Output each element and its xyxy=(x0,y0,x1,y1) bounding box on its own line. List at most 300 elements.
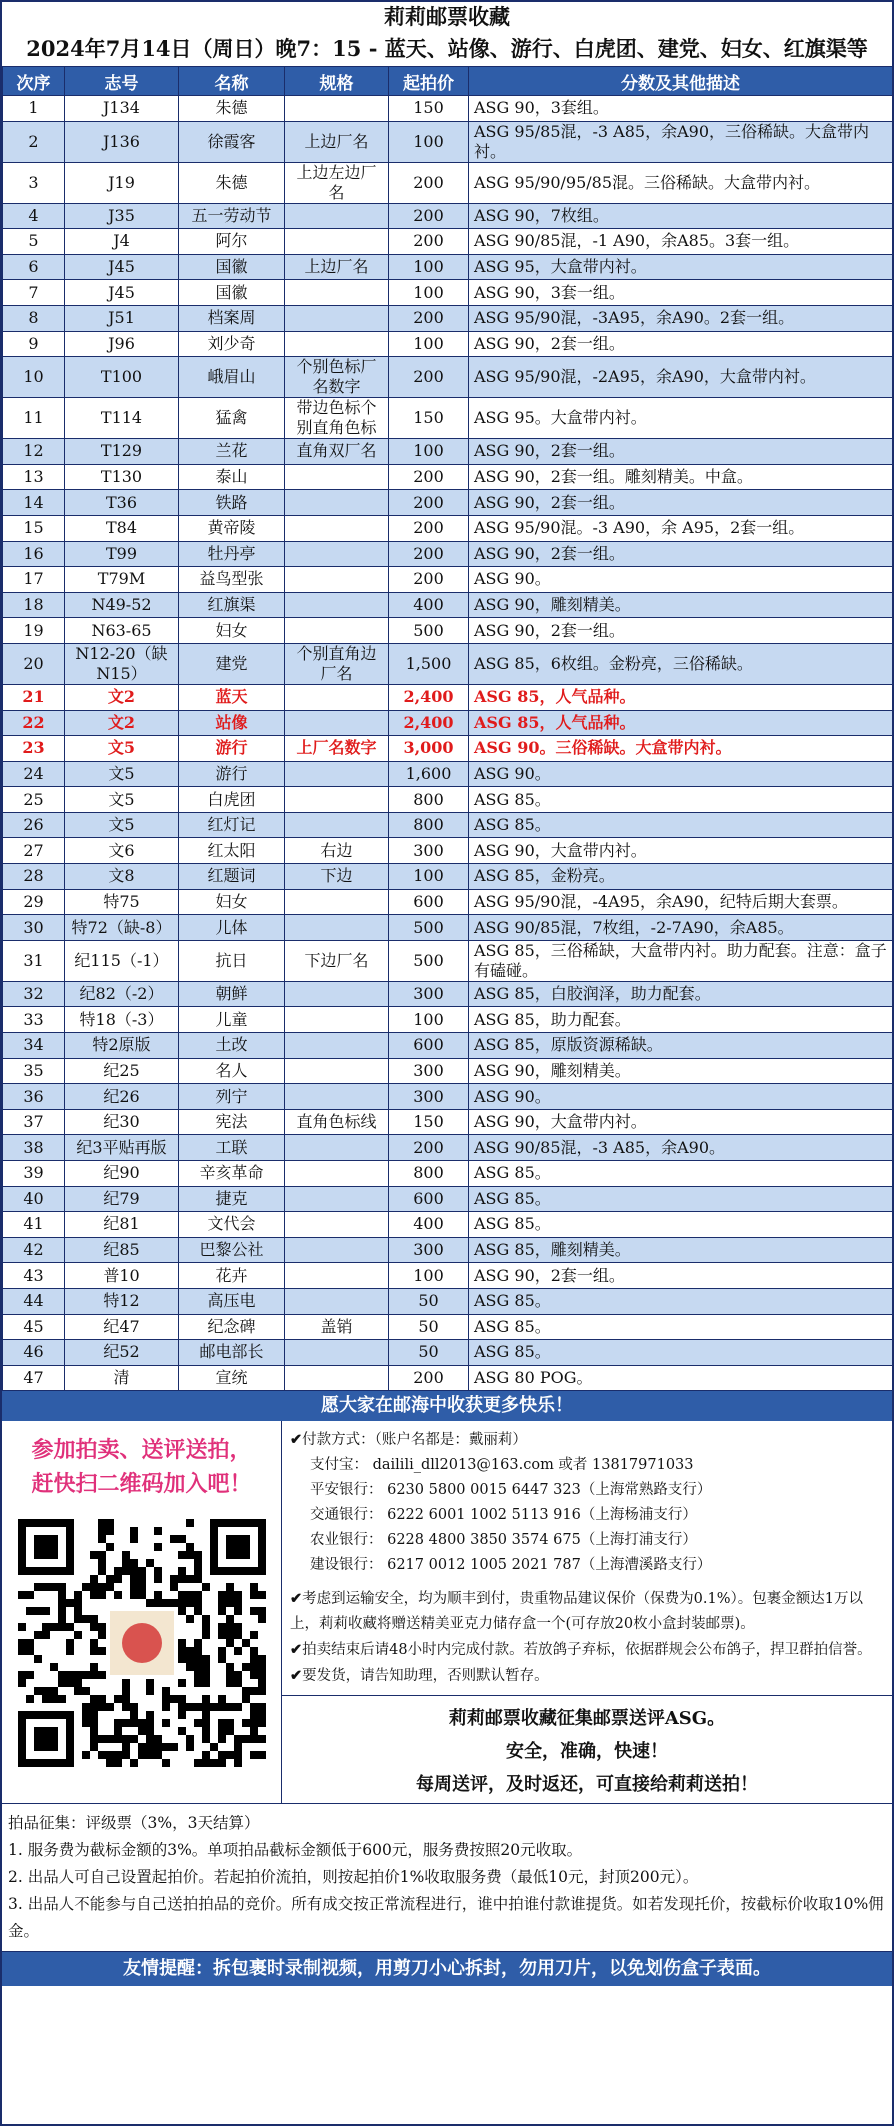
cell-code: 特72（缺-8） xyxy=(65,915,179,941)
cell-desc: ASG 90，大盒带内衬。 xyxy=(469,838,893,864)
cell-name: 峨眉山 xyxy=(179,357,285,398)
cell-name: 兰花 xyxy=(179,439,285,465)
cell-desc: ASG 90/85混，-1 A90，余A85。3套一组。 xyxy=(469,229,893,255)
cell-spec xyxy=(285,96,389,122)
cell-no: 3 xyxy=(3,162,65,203)
cell-price: 800 xyxy=(389,787,469,813)
table-row xyxy=(3,398,893,439)
cell-price: 400 xyxy=(389,592,469,618)
cell-code: 纪52 xyxy=(65,1340,179,1366)
cell-price: 800 xyxy=(389,812,469,838)
cell-name: 儿童 xyxy=(179,1007,285,1033)
table-row xyxy=(3,1007,893,1033)
cell-desc: ASG 95/90混。-3 A90，余 A95，2套一组。 xyxy=(469,515,893,541)
table-row xyxy=(3,643,893,684)
cell-name: 辛亥革命 xyxy=(179,1161,285,1187)
table-row xyxy=(3,1084,893,1110)
cell-price: 200 xyxy=(389,162,469,203)
cell-name: 红灯记 xyxy=(179,812,285,838)
cell-code: J35 xyxy=(65,203,179,229)
cell-desc: ASG 90，雕刻精美。 xyxy=(469,1058,893,1084)
cell-spec: 带边色标个别直角色标 xyxy=(285,398,389,439)
table-row xyxy=(3,940,893,981)
cell-name: 猛禽 xyxy=(179,398,285,439)
cell-desc: ASG 90，2套一组。雕刻精美。中盒。 xyxy=(469,464,893,490)
cell-code: 文5 xyxy=(65,812,179,838)
cell-name: 铁路 xyxy=(179,490,285,516)
payment-line-alipay: 支付宝： dailili_dll2013@163.com 或者 13817971033 xyxy=(310,1457,694,1474)
cell-price: 50 xyxy=(389,1314,469,1340)
table-row xyxy=(3,567,893,593)
cell-spec: 上厂名数字 xyxy=(285,736,389,762)
consignment-rules xyxy=(2,1804,892,1952)
cell-spec xyxy=(285,229,389,255)
cell-name: 儿体 xyxy=(179,915,285,941)
greeting-banner: 愿大家在邮海中收获更多快乐！ xyxy=(2,1391,892,1421)
cell-price: 200 xyxy=(389,203,469,229)
cell-name: 高压电 xyxy=(179,1288,285,1314)
cell-name: 红旗渠 xyxy=(179,592,285,618)
cell-no: 7 xyxy=(3,280,65,306)
cell-no: 4 xyxy=(3,203,65,229)
table-row xyxy=(3,1161,893,1187)
cell-name: 徐霞客 xyxy=(179,121,285,162)
cell-no: 8 xyxy=(3,305,65,331)
table-row xyxy=(3,864,893,890)
table-row xyxy=(3,710,893,736)
cell-no: 40 xyxy=(3,1186,65,1212)
cell-price: 200 xyxy=(389,305,469,331)
cell-code: 普10 xyxy=(65,1263,179,1289)
table-row xyxy=(3,889,893,915)
cell-spec xyxy=(285,541,389,567)
lots-table xyxy=(2,66,893,1391)
cell-price: 200 xyxy=(389,567,469,593)
promo-line-2: 赶快扫二维码加入吧！ xyxy=(31,1471,252,1498)
cell-code: 特18（-3） xyxy=(65,1007,179,1033)
cell-desc: ASG 90。 xyxy=(469,761,893,787)
cell-spec: 上边左边厂名 xyxy=(285,162,389,203)
cell-code: N63-65 xyxy=(65,618,179,644)
cell-spec: 上边厂名 xyxy=(285,121,389,162)
cell-spec xyxy=(285,1033,389,1059)
payment-panel xyxy=(282,1421,892,1803)
cell-no: 26 xyxy=(3,812,65,838)
info-section xyxy=(2,1421,892,1804)
rule-3: 3. 出品人不能参与自己送拍拍品的竞价。所有成交按正常流程进行，谁中拍谁付款谁提货。如若发现托价，按截标价收取10%佣金。 xyxy=(8,1895,884,1941)
payment-line-pingan: 平安银行： 6230 5800 0015 6447 323（上海常熟路支行） xyxy=(310,1482,712,1499)
cell-desc: ASG 90。三俗稀缺。大盒带内衬。 xyxy=(469,736,893,762)
cell-desc: ASG 85，雕刻精美。 xyxy=(469,1237,893,1263)
cell-code: T129 xyxy=(65,439,179,465)
cell-no: 5 xyxy=(3,229,65,255)
cell-desc: ASG 85，金粉亮。 xyxy=(469,864,893,890)
page-subtitle: 2024年7月14日（周日）晚7：15 - 蓝天、站像、游行、白虎团、建党、妇女、红旗渠等 xyxy=(26,36,868,61)
table-row xyxy=(3,592,893,618)
qr-panel xyxy=(2,1421,282,1803)
cell-spec xyxy=(285,1186,389,1212)
lots-body xyxy=(3,96,893,1391)
cell-desc: ASG 85。 xyxy=(469,1161,893,1187)
cell-price: 500 xyxy=(389,940,469,981)
cell-spec xyxy=(285,203,389,229)
cell-no: 32 xyxy=(3,981,65,1007)
cell-no: 19 xyxy=(3,618,65,644)
cell-code: 文5 xyxy=(65,761,179,787)
table-row xyxy=(3,96,893,122)
cell-spec: 右边 xyxy=(285,838,389,864)
cell-code: 纪26 xyxy=(65,1084,179,1110)
table-row xyxy=(3,812,893,838)
cell-price: 100 xyxy=(389,1007,469,1033)
cell-no: 33 xyxy=(3,1007,65,1033)
cell-desc: ASG 85。 xyxy=(469,812,893,838)
cell-desc: ASG 90/85混，-3 A85，余A90。 xyxy=(469,1135,893,1161)
cell-name: 花卉 xyxy=(179,1263,285,1289)
cell-spec xyxy=(285,1058,389,1084)
col-header-price: 起拍价 xyxy=(389,67,469,96)
cell-spec xyxy=(285,305,389,331)
cell-spec xyxy=(285,812,389,838)
cell-desc: ASG 85。 xyxy=(469,1288,893,1314)
slogan-line-1: 莉莉邮票收藏征集邮票送评ASG。 xyxy=(448,1708,726,1730)
cell-name: 宪法 xyxy=(179,1109,285,1135)
table-row xyxy=(3,1288,893,1314)
cell-code: J96 xyxy=(65,331,179,357)
qr-code-image xyxy=(18,1519,266,1767)
cell-price: 500 xyxy=(389,618,469,644)
table-row xyxy=(3,1263,893,1289)
cell-no: 11 xyxy=(3,398,65,439)
cell-code: J19 xyxy=(65,162,179,203)
table-row xyxy=(3,1033,893,1059)
table-row xyxy=(3,280,893,306)
cell-name: 国徽 xyxy=(179,254,285,280)
cell-no: 38 xyxy=(3,1135,65,1161)
cell-code: J134 xyxy=(65,96,179,122)
table-row xyxy=(3,618,893,644)
cell-desc: ASG 90，2套一组。 xyxy=(469,1263,893,1289)
cell-price: 100 xyxy=(389,439,469,465)
cell-spec: 个别直角边厂名 xyxy=(285,643,389,684)
cell-price: 150 xyxy=(389,1109,469,1135)
cell-price: 100 xyxy=(389,280,469,306)
cell-no: 23 xyxy=(3,736,65,762)
table-row xyxy=(3,787,893,813)
table-row xyxy=(3,229,893,255)
cell-desc: ASG 80 POG。 xyxy=(469,1365,893,1391)
cell-name: 国徽 xyxy=(179,280,285,306)
cell-desc: ASG 95/90混，-2A95，余A90，大盒带内衬。 xyxy=(469,357,893,398)
table-row xyxy=(3,305,893,331)
cell-desc: ASG 85。 xyxy=(469,1186,893,1212)
cell-price: 200 xyxy=(389,464,469,490)
table-row xyxy=(3,1135,893,1161)
cell-code: 文2 xyxy=(65,684,179,710)
cell-name: 建党 xyxy=(179,643,285,684)
cell-spec xyxy=(285,915,389,941)
cell-spec: 下边 xyxy=(285,864,389,890)
cell-price: 50 xyxy=(389,1288,469,1314)
cell-price: 200 xyxy=(389,229,469,255)
cell-price: 150 xyxy=(389,96,469,122)
cell-no: 37 xyxy=(3,1109,65,1135)
cell-no: 22 xyxy=(3,710,65,736)
cell-code: T84 xyxy=(65,515,179,541)
table-row xyxy=(3,464,893,490)
table-row xyxy=(3,1058,893,1084)
cell-name: 泰山 xyxy=(179,464,285,490)
payment-heading: 付款方式：（账户名都是：戴丽莉） xyxy=(302,1432,527,1449)
cell-spec xyxy=(285,464,389,490)
check-icon: ✔ xyxy=(290,1641,303,1659)
cell-desc: ASG 90，3套组。 xyxy=(469,96,893,122)
cell-spec xyxy=(285,1263,389,1289)
cell-code: 文5 xyxy=(65,736,179,762)
col-header-code: 志号 xyxy=(65,67,179,96)
cell-code: 清 xyxy=(65,1365,179,1391)
table-row xyxy=(3,162,893,203)
cell-price: 600 xyxy=(389,1033,469,1059)
cell-desc: ASG 90，大盒带内衬。 xyxy=(469,1109,893,1135)
cell-code: 特12 xyxy=(65,1288,179,1314)
promo-line-1: 参加拍卖、送评送拍， xyxy=(31,1437,252,1464)
cell-no: 36 xyxy=(3,1084,65,1110)
qr-code[interactable] xyxy=(18,1519,266,1767)
cell-desc: ASG 85。 xyxy=(469,787,893,813)
cell-spec: 下边厂名 xyxy=(285,940,389,981)
cell-no: 41 xyxy=(3,1212,65,1238)
cell-name: 刘少奇 xyxy=(179,331,285,357)
cell-no: 1 xyxy=(3,96,65,122)
cell-no: 27 xyxy=(3,838,65,864)
cell-desc: ASG 90，2套一组。 xyxy=(469,439,893,465)
table-row xyxy=(3,761,893,787)
cell-spec xyxy=(285,592,389,618)
cell-desc: ASG 90，2套一组。 xyxy=(469,618,893,644)
cell-price: 150 xyxy=(389,398,469,439)
cell-no: 2 xyxy=(3,121,65,162)
cell-name: 红题词 xyxy=(179,864,285,890)
table-row xyxy=(3,515,893,541)
cell-desc: ASG 85。 xyxy=(469,1314,893,1340)
cell-code: 纪79 xyxy=(65,1186,179,1212)
cell-spec xyxy=(285,1288,389,1314)
cell-name: 朱德 xyxy=(179,162,285,203)
cell-name: 档案周 xyxy=(179,305,285,331)
cell-price: 300 xyxy=(389,981,469,1007)
cell-spec xyxy=(285,1084,389,1110)
cell-no: 17 xyxy=(3,567,65,593)
table-row xyxy=(3,1365,893,1391)
table-row xyxy=(3,1314,893,1340)
rule-1: 1. 服务费为截标金额的3%。单项拍品截标金额低于600元，服务费按照20元收取。 xyxy=(8,1841,583,1860)
cell-desc: ASG 85。 xyxy=(469,1212,893,1238)
cell-code: 纪30 xyxy=(65,1109,179,1135)
cell-code: N12-20（缺N15） xyxy=(65,643,179,684)
table-row xyxy=(3,439,893,465)
table-header-row xyxy=(3,67,893,96)
cell-name: 妇女 xyxy=(179,889,285,915)
cell-no: 43 xyxy=(3,1263,65,1289)
cell-name: 站像 xyxy=(179,710,285,736)
cell-desc: ASG 95/90/95/85混。三俗稀缺。大盒带内衬。 xyxy=(469,162,893,203)
table-row xyxy=(3,838,893,864)
cell-code: 特2原版 xyxy=(65,1033,179,1059)
cell-no: 10 xyxy=(3,357,65,398)
shipping-notes xyxy=(290,1586,884,1689)
table-row xyxy=(3,490,893,516)
cell-code: 纪90 xyxy=(65,1161,179,1187)
cell-spec: 直角色标线 xyxy=(285,1109,389,1135)
cell-name: 五一劳动节 xyxy=(179,203,285,229)
cell-desc: ASG 90，2套一组。 xyxy=(469,541,893,567)
cell-no: 31 xyxy=(3,940,65,981)
cell-code: 纪81 xyxy=(65,1212,179,1238)
cell-desc: ASG 85。 xyxy=(469,1340,893,1366)
cell-spec xyxy=(285,981,389,1007)
cell-name: 捷克 xyxy=(179,1186,285,1212)
cell-price: 100 xyxy=(389,1263,469,1289)
cell-spec xyxy=(285,1237,389,1263)
cell-price: 300 xyxy=(389,838,469,864)
cell-code: 纪85 xyxy=(65,1237,179,1263)
cell-name: 宣统 xyxy=(179,1365,285,1391)
payment-line-bocom: 交通银行： 6222 6001 1002 5113 916（上海杨浦支行） xyxy=(310,1507,697,1524)
cell-spec xyxy=(285,1161,389,1187)
check-icon: ✔ xyxy=(290,1590,303,1608)
cell-price: 2,400 xyxy=(389,684,469,710)
cell-name: 黄帝陵 xyxy=(179,515,285,541)
rule-2: 2. 出品人可自己设置起拍价。若起拍价流拍，则按起拍价1%收取服务费（最低10元，封顶200元）。 xyxy=(8,1868,699,1887)
cell-no: 45 xyxy=(3,1314,65,1340)
note-dispatch: ✔要发货，请告知助理，否则默认暂存。 xyxy=(290,1667,549,1685)
cell-no: 39 xyxy=(3,1161,65,1187)
cell-no: 24 xyxy=(3,761,65,787)
cell-name: 妇女 xyxy=(179,618,285,644)
table-row xyxy=(3,541,893,567)
cell-desc: ASG 85，人气品种。 xyxy=(469,710,893,736)
cell-price: 100 xyxy=(389,254,469,280)
check-icon: ✔ xyxy=(290,1431,303,1449)
cell-spec: 盖销 xyxy=(285,1314,389,1340)
payment-info xyxy=(282,1421,892,1695)
cell-code: T99 xyxy=(65,541,179,567)
cell-price: 200 xyxy=(389,1365,469,1391)
cell-desc: ASG 95。大盒带内衬。 xyxy=(469,398,893,439)
cell-no: 20 xyxy=(3,643,65,684)
cell-price: 200 xyxy=(389,490,469,516)
col-header-no: 次序 xyxy=(3,67,65,96)
cell-code: 纪47 xyxy=(65,1314,179,1340)
cell-desc: ASG 85，原版资源稀缺。 xyxy=(469,1033,893,1059)
cell-desc: ASG 85，人气品种。 xyxy=(469,684,893,710)
cell-name: 抗日 xyxy=(179,940,285,981)
cell-spec: 直角双厂名 xyxy=(285,439,389,465)
cell-no: 25 xyxy=(3,787,65,813)
cell-no: 42 xyxy=(3,1237,65,1263)
cell-desc: ASG 95，大盒带内衬。 xyxy=(469,254,893,280)
cell-no: 47 xyxy=(3,1365,65,1391)
cell-code: N49-52 xyxy=(65,592,179,618)
cell-spec xyxy=(285,761,389,787)
cell-code: 纪25 xyxy=(65,1058,179,1084)
cell-spec: 上边厂名 xyxy=(285,254,389,280)
cell-price: 100 xyxy=(389,864,469,890)
cell-desc: ASG 85，三俗稀缺，大盒带内衬。助力配套。注意：盒子有磕碰。 xyxy=(469,940,893,981)
cell-code: J45 xyxy=(65,280,179,306)
table-row xyxy=(3,1340,893,1366)
cell-spec xyxy=(285,490,389,516)
cell-code: J4 xyxy=(65,229,179,255)
cell-price: 200 xyxy=(389,541,469,567)
cell-spec xyxy=(285,618,389,644)
slogan-line-2: 安全，准确，快速！ xyxy=(506,1741,668,1763)
cell-code: 文2 xyxy=(65,710,179,736)
cell-no: 13 xyxy=(3,464,65,490)
cell-no: 16 xyxy=(3,541,65,567)
table-row xyxy=(3,121,893,162)
cell-desc: ASG 95/90混，-3A95，余A90。2套一组。 xyxy=(469,305,893,331)
cell-desc: ASG 90，雕刻精美。 xyxy=(469,592,893,618)
cell-desc: ASG 90。 xyxy=(469,1084,893,1110)
cell-desc: ASG 85，助力配套。 xyxy=(469,1007,893,1033)
page-title: 莉莉邮票收藏 xyxy=(384,4,510,29)
cell-name: 白虎团 xyxy=(179,787,285,813)
cell-price: 300 xyxy=(389,1084,469,1110)
cell-name: 纪念碑 xyxy=(179,1314,285,1340)
cell-no: 30 xyxy=(3,915,65,941)
cell-name: 蓝天 xyxy=(179,684,285,710)
col-header-spec: 规格 xyxy=(285,67,389,96)
cell-name: 文代会 xyxy=(179,1212,285,1238)
cell-name: 游行 xyxy=(179,736,285,762)
note-shipping: ✔考虑到运输安全，均为顺丰到付，贵重物品建议保价（保费为0.1%）。包裹金额达1万以上，莉莉收藏将赠送精美亚克力储存盒一个(可存放20枚小盒封装邮票)。 xyxy=(290,1590,863,1633)
cell-price: 50 xyxy=(389,1340,469,1366)
payment-line-abc: 农业银行： 6228 4800 3850 3574 675（上海打浦支行） xyxy=(310,1532,697,1549)
cell-price: 800 xyxy=(389,1161,469,1187)
cell-code: T130 xyxy=(65,464,179,490)
cell-code: T79M xyxy=(65,567,179,593)
cell-name: 工联 xyxy=(179,1135,285,1161)
cell-spec xyxy=(285,567,389,593)
table-row xyxy=(3,1237,893,1263)
cell-name: 游行 xyxy=(179,761,285,787)
cell-no: 14 xyxy=(3,490,65,516)
cell-price: 600 xyxy=(389,889,469,915)
cell-desc: ASG 90。 xyxy=(469,567,893,593)
cell-code: J136 xyxy=(65,121,179,162)
cell-spec xyxy=(285,1135,389,1161)
table-row xyxy=(3,736,893,762)
asg-slogan xyxy=(282,1695,892,1803)
cell-desc: ASG 85，白胶润泽，助力配套。 xyxy=(469,981,893,1007)
cell-spec xyxy=(285,889,389,915)
cell-code: 特75 xyxy=(65,889,179,915)
cell-no: 35 xyxy=(3,1058,65,1084)
cell-code: J51 xyxy=(65,305,179,331)
cell-no: 28 xyxy=(3,864,65,890)
cell-price: 500 xyxy=(389,915,469,941)
cell-price: 200 xyxy=(389,515,469,541)
note-payment-deadline: ✔拍卖结束后请48小时内完成付款。若放鸽子弃标，依据群规会公布鸽子，捍卫群拍信誉。 xyxy=(290,1641,872,1659)
cell-code: J45 xyxy=(65,254,179,280)
cell-code: 文6 xyxy=(65,838,179,864)
cell-spec xyxy=(285,1340,389,1366)
cell-no: 6 xyxy=(3,254,65,280)
cell-price: 300 xyxy=(389,1058,469,1084)
cell-price: 1,500 xyxy=(389,643,469,684)
